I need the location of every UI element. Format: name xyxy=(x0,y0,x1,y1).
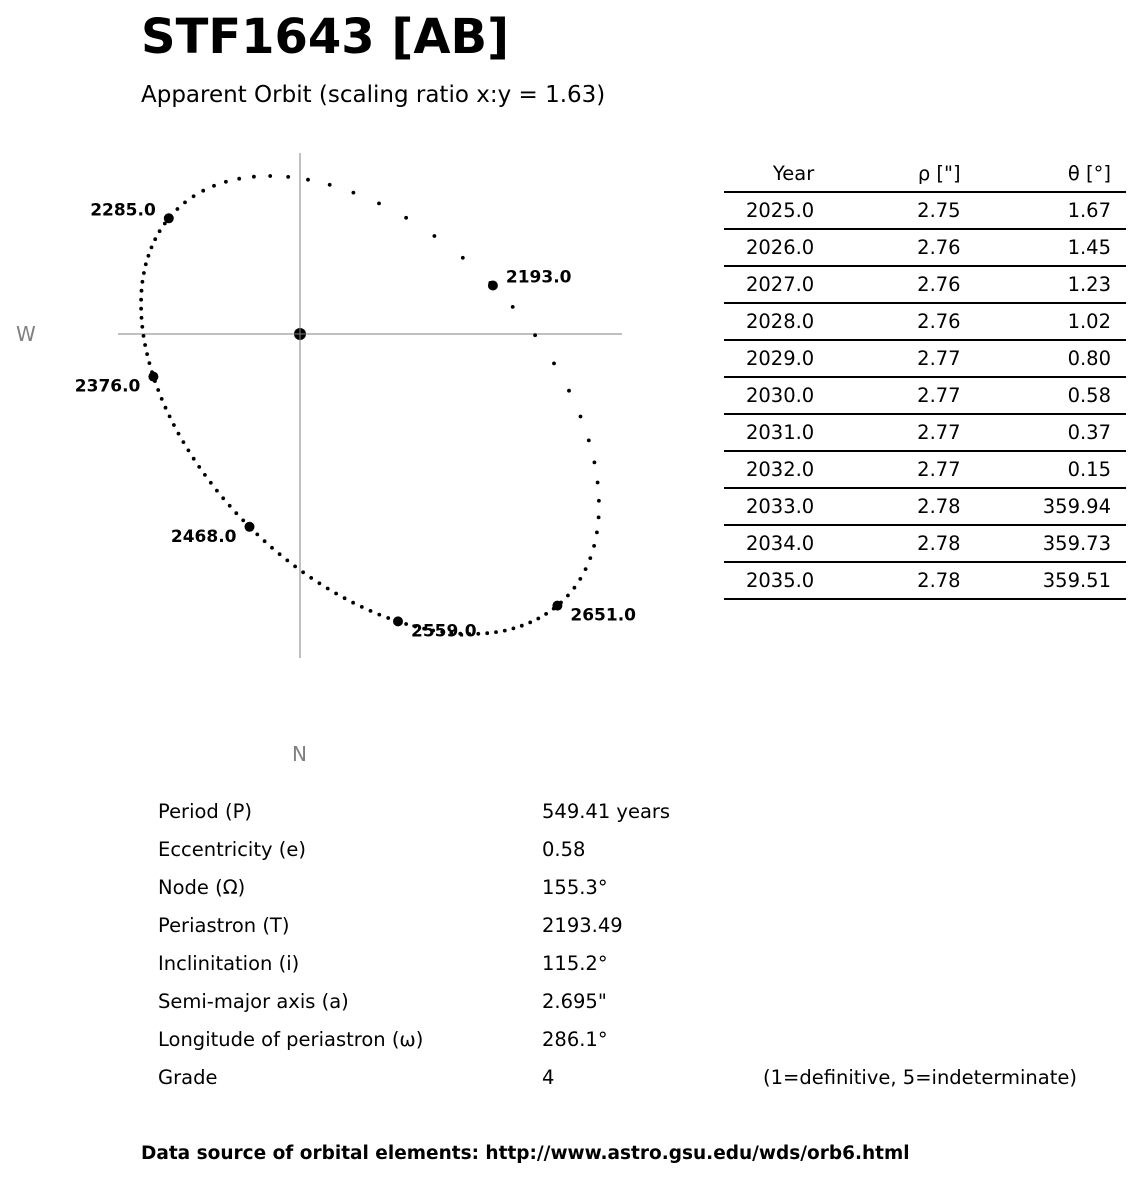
element-label: Inclinitation (i) xyxy=(158,952,300,975)
cell-year: 2034.0 xyxy=(724,525,814,562)
orbit-dot xyxy=(168,415,172,419)
cell-theta: 1.45 xyxy=(961,229,1126,266)
orbit-dot xyxy=(592,544,596,548)
orbit-dot xyxy=(286,175,290,179)
cell-theta: 0.37 xyxy=(961,414,1126,451)
orbit-dot xyxy=(494,630,498,634)
orbit-dot xyxy=(593,461,597,465)
cell-rho: 2.78 xyxy=(814,525,960,562)
orbit-dot xyxy=(150,246,154,250)
element-label: Longitude of periastron (ω) xyxy=(158,1028,424,1051)
orbit-dot xyxy=(147,254,151,258)
orbit-dot xyxy=(234,511,238,515)
cell-theta: 0.58 xyxy=(961,377,1126,414)
orbit-dot xyxy=(578,577,582,581)
orbit-dot xyxy=(197,465,201,469)
orbit-dot xyxy=(306,178,310,182)
cell-year: 2030.0 xyxy=(724,377,814,414)
cell-theta: 1.23 xyxy=(961,266,1126,303)
orbit-dot xyxy=(595,531,599,535)
element-label: Node (Ω) xyxy=(158,876,246,899)
table-row xyxy=(724,229,1126,266)
orbit-dot xyxy=(203,473,207,477)
compass-north-label: N xyxy=(292,742,307,766)
orbit-dot xyxy=(153,237,157,241)
cell-year: 2033.0 xyxy=(724,488,814,525)
table-row xyxy=(724,525,1126,562)
table-row xyxy=(724,451,1126,488)
orbit-dot xyxy=(386,616,390,620)
orbit-dot xyxy=(588,556,592,560)
cell-theta: 0.15 xyxy=(961,451,1126,488)
table-row xyxy=(724,192,1126,229)
epoch-marker xyxy=(552,601,562,611)
column-header-theta: θ [°] xyxy=(961,156,1126,192)
epoch-marker xyxy=(148,372,158,382)
orbit-dot xyxy=(596,481,600,485)
orbit-dot xyxy=(224,180,228,184)
orbit-dot xyxy=(215,489,219,493)
orbit-dot xyxy=(140,316,144,320)
cell-year: 2032.0 xyxy=(724,451,814,488)
element-value: 4 xyxy=(542,1066,555,1089)
orbit-dot xyxy=(536,617,540,621)
epoch-marker xyxy=(393,616,403,626)
orbit-dot xyxy=(164,406,168,410)
orbit-dot xyxy=(148,361,152,365)
orbit-dot xyxy=(278,552,282,556)
orbit-dot xyxy=(579,415,583,419)
orbit-dot xyxy=(209,481,213,485)
cell-theta: 0.80 xyxy=(961,340,1126,377)
cell-rho: 2.77 xyxy=(814,340,960,377)
orbit-dot xyxy=(177,432,181,436)
orbit-dot xyxy=(301,570,305,574)
cell-year: 2035.0 xyxy=(724,562,814,599)
orbit-dot xyxy=(318,581,322,585)
epoch-marker xyxy=(245,522,255,532)
orbit-dot xyxy=(334,592,338,596)
orbit-dot xyxy=(328,183,332,187)
element-label: Periastron (T) xyxy=(158,914,290,937)
orbit-dot xyxy=(145,352,149,356)
orbit-plot xyxy=(0,140,700,700)
cell-rho: 2.78 xyxy=(814,488,960,525)
orbit-dot xyxy=(140,289,144,293)
epoch-label: 2651.0 xyxy=(570,605,637,626)
epoch-label: 2376.0 xyxy=(74,376,141,397)
page-title: STF1643 [AB] xyxy=(141,9,510,65)
orbit-dot xyxy=(156,388,160,392)
orbit-dot xyxy=(187,449,191,453)
orbit-dot xyxy=(139,298,143,302)
cell-year: 2025.0 xyxy=(724,192,814,229)
orbit-dot xyxy=(201,189,205,193)
orbit-dot xyxy=(511,305,515,309)
orbit-dot xyxy=(461,256,465,260)
cell-year: 2029.0 xyxy=(724,340,814,377)
table-row xyxy=(724,562,1126,599)
orbit-dot xyxy=(270,546,274,550)
epoch-label: 2559.0 xyxy=(411,621,477,642)
orbit-dot xyxy=(326,587,330,591)
cell-rho: 2.77 xyxy=(814,377,960,414)
orbit-dot xyxy=(192,457,196,461)
cell-rho: 2.76 xyxy=(814,229,960,266)
epoch-label: 2285.0 xyxy=(90,200,156,221)
data-source-note: Data source of orbital elements: http://www.astro.gsu.edu/wds/orb6.html xyxy=(141,1143,910,1164)
orbit-dot xyxy=(567,389,571,393)
orbit-dot xyxy=(360,605,364,609)
cell-theta: 359.94 xyxy=(961,488,1126,525)
epoch-marker xyxy=(488,281,498,291)
orbit-dot xyxy=(182,440,186,444)
orbit-dot xyxy=(584,567,588,571)
orbit-dot xyxy=(433,234,437,238)
element-value: 155.3° xyxy=(542,876,608,899)
element-value: 115.2° xyxy=(542,952,608,975)
orbit-dot xyxy=(144,262,148,266)
table-row xyxy=(724,340,1126,377)
table-row xyxy=(724,266,1126,303)
orbit-dot xyxy=(140,325,144,329)
element-value: 2.695" xyxy=(542,990,607,1013)
orbit-dot xyxy=(172,423,176,427)
orbit-dot xyxy=(552,362,556,366)
table-row xyxy=(724,488,1126,525)
epoch-label: 2468.0 xyxy=(170,526,237,547)
orbit-dot xyxy=(503,629,507,633)
element-value: 0.58 xyxy=(542,838,586,861)
orbit-dot xyxy=(377,613,381,617)
orbit-dot xyxy=(285,559,289,563)
table-row xyxy=(724,414,1126,451)
element-note: (1=definitive, 5=indeterminate) xyxy=(763,1066,1077,1089)
element-label: Semi-major axis (a) xyxy=(158,990,349,1013)
orbit-dot xyxy=(485,631,489,635)
orbit-dot xyxy=(241,519,245,523)
orbit-dot xyxy=(520,624,524,628)
orbit-dot xyxy=(352,191,356,195)
orbit-dot xyxy=(597,499,601,503)
cell-year: 2031.0 xyxy=(724,414,814,451)
orbit-dot xyxy=(512,627,516,631)
orbit-dot xyxy=(573,586,577,590)
epoch-label: 2193.0 xyxy=(505,267,572,288)
orbit-dot xyxy=(139,307,143,311)
orbit-dot xyxy=(142,334,146,338)
cell-rho: 2.77 xyxy=(814,414,960,451)
orbit-dot xyxy=(597,516,601,520)
orbit-dot xyxy=(221,496,225,500)
orbit-dot xyxy=(476,632,480,636)
cell-theta: 359.51 xyxy=(961,562,1126,599)
epoch-marker xyxy=(164,213,174,223)
table-row xyxy=(724,303,1126,340)
element-value: 286.1° xyxy=(542,1028,608,1051)
orbit-dot xyxy=(533,333,537,337)
orbit-dot xyxy=(183,201,187,205)
cell-theta: 1.67 xyxy=(961,192,1126,229)
cell-theta: 1.02 xyxy=(961,303,1126,340)
orbit-dot xyxy=(176,207,180,211)
column-header-year: Year xyxy=(724,156,814,192)
orbit-dot xyxy=(268,174,272,178)
orbit-dot xyxy=(309,576,313,580)
cell-rho: 2.78 xyxy=(814,562,960,599)
cell-year: 2028.0 xyxy=(724,303,814,340)
chart-subtitle: Apparent Orbit (scaling ratio x:y = 1.63) xyxy=(141,82,606,108)
orbit-dots xyxy=(139,174,601,636)
cell-rho: 2.75 xyxy=(814,192,960,229)
orbit-dot xyxy=(404,216,408,220)
cell-rho: 2.76 xyxy=(814,266,960,303)
table-row xyxy=(724,377,1126,414)
orbit-dot xyxy=(293,565,297,569)
orbit-dot xyxy=(351,601,355,605)
orbit-dot xyxy=(528,621,532,625)
orbit-dot xyxy=(143,343,147,347)
orbit-dot xyxy=(263,539,267,543)
orbit-dot xyxy=(404,622,408,626)
epoch-markers xyxy=(75,200,636,641)
orbit-dot xyxy=(192,194,196,198)
column-header-rho: ρ ["] xyxy=(814,156,960,192)
orbit-dot xyxy=(566,594,570,598)
orbit-dot xyxy=(237,177,241,181)
cell-rho: 2.77 xyxy=(814,451,960,488)
orbit-dot xyxy=(369,609,373,613)
cell-rho: 2.76 xyxy=(814,303,960,340)
element-value: 549.41 years xyxy=(542,800,671,823)
cell-year: 2027.0 xyxy=(724,266,814,303)
orbit-dot xyxy=(141,280,145,284)
orbit-dot xyxy=(343,596,347,600)
ephemeris-table xyxy=(724,156,1126,600)
cell-year: 2026.0 xyxy=(724,229,814,266)
element-label: Period (P) xyxy=(158,800,252,823)
orbit-dot xyxy=(212,184,216,188)
orbit-dot xyxy=(377,202,381,206)
ephemeris-header-row xyxy=(724,156,1126,192)
compass-west-label: W xyxy=(16,322,36,346)
orbit-dot xyxy=(228,504,232,508)
orbit-dot xyxy=(252,175,256,179)
element-value: 2193.49 xyxy=(542,914,623,937)
orbit-dot xyxy=(160,397,164,401)
orbit-dot xyxy=(587,439,591,443)
cell-theta: 359.73 xyxy=(961,525,1126,562)
orbit-dot xyxy=(142,271,146,275)
primary-star xyxy=(294,328,306,340)
orbit-dot xyxy=(544,612,548,616)
orbit-dot xyxy=(158,229,162,233)
element-label: Eccentricity (e) xyxy=(158,838,306,861)
element-label: Grade xyxy=(158,1066,218,1089)
orbit-dot xyxy=(255,533,259,537)
